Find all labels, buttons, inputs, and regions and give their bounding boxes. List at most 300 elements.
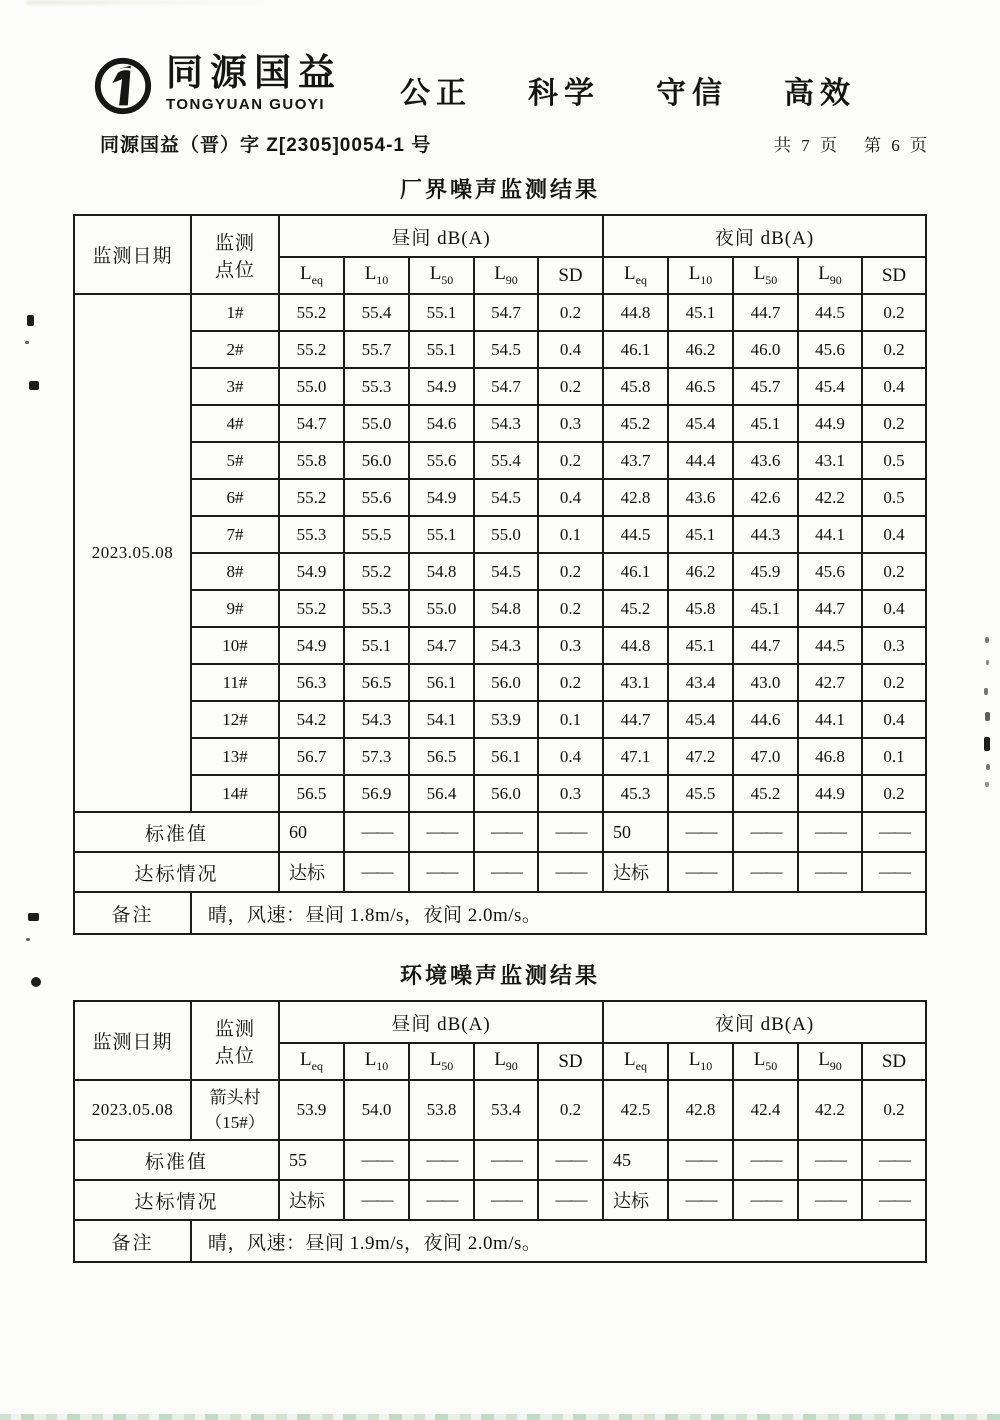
value-cell: 56.9: [344, 775, 409, 812]
value-cell: 0.2: [862, 1080, 926, 1140]
scan-speck: [27, 315, 34, 326]
monitoring-date-cell: 2023.05.08: [74, 1080, 191, 1140]
value-cell: 54.8: [409, 553, 474, 590]
value-cell: 0.2: [862, 664, 926, 701]
monitoring-date-cell: 2023.05.08: [74, 294, 191, 812]
value-cell: 55.4: [474, 442, 538, 479]
value-cell: 47.1: [603, 738, 668, 775]
value-cell: 45.1: [668, 516, 733, 553]
value-cell: 0.3: [538, 405, 603, 442]
value-cell: 56.5: [409, 738, 474, 775]
monitoring-point-cell: 1#: [191, 294, 279, 331]
ambient-noise-table: [73, 1000, 927, 1263]
value-cell: 54.3: [474, 405, 538, 442]
metric-header: $L_{10}$: [344, 257, 409, 294]
brand-row: [0, 0, 1000, 116]
dash-cell: ——: [798, 1180, 862, 1220]
dash-cell: ——: [344, 1180, 409, 1220]
dash-cell: ——: [409, 852, 474, 892]
metric-header: SD: [538, 1043, 603, 1080]
value-cell: 47.0: [733, 738, 798, 775]
value-cell: 45.2: [603, 590, 668, 627]
compliance-row: [74, 852, 926, 892]
scan-speck: [28, 913, 39, 921]
metric-header: $L_{90}$: [798, 1043, 862, 1080]
value-cell: 0.5: [862, 479, 926, 516]
dash-cell: ——: [862, 1140, 926, 1180]
data-row: [74, 738, 926, 775]
value-cell: 0.2: [538, 590, 603, 627]
value-cell: 54.3: [474, 627, 538, 664]
standard-value-row-value: 45: [603, 1140, 668, 1180]
pages-total: 共 7 页: [774, 136, 840, 155]
value-cell: 0.4: [862, 516, 926, 553]
value-cell: 54.8: [474, 590, 538, 627]
value-cell: 0.5: [862, 442, 926, 479]
value-cell: 53.4: [474, 1080, 538, 1140]
value-cell: 45.1: [668, 627, 733, 664]
value-cell: 0.2: [862, 775, 926, 812]
metric-header: $L_{50}$: [409, 257, 474, 294]
metric-header: SD: [862, 1043, 926, 1080]
value-cell: 55.0: [474, 516, 538, 553]
standard-value-row-label: 标准值: [74, 1140, 279, 1180]
value-cell: 44.5: [603, 516, 668, 553]
value-cell: 54.5: [474, 479, 538, 516]
value-cell: 45.1: [668, 294, 733, 331]
standard-value-row-value: 60: [279, 812, 344, 852]
compliance-row-value: 达标: [603, 852, 668, 892]
value-cell: 56.1: [409, 664, 474, 701]
value-cell: 54.9: [409, 479, 474, 516]
dash-cell: ——: [538, 1140, 603, 1180]
dash-cell: ——: [538, 812, 603, 852]
value-cell: 45.6: [798, 331, 862, 368]
value-cell: 0.4: [862, 590, 926, 627]
value-cell: 54.7: [409, 627, 474, 664]
data-row: [74, 368, 926, 405]
compliance-row-label: 达标情况: [74, 1180, 279, 1220]
value-cell: 45.9: [733, 553, 798, 590]
compliance-row: [74, 1180, 926, 1220]
table-header-row: [74, 1001, 926, 1043]
brand-name-en: TONGYUAN GUOYI: [166, 96, 326, 113]
value-cell: 54.7: [474, 294, 538, 331]
value-cell: 0.4: [538, 479, 603, 516]
metric-header: $L_{10}$: [344, 1043, 409, 1080]
value-cell: 45.1: [733, 405, 798, 442]
value-cell: 54.7: [279, 405, 344, 442]
value-cell: 45.8: [603, 368, 668, 405]
point-column-header: 监测 点位: [191, 1001, 279, 1080]
scan-smudge-top: [26, 0, 276, 5]
value-cell: 56.5: [279, 775, 344, 812]
value-cell: 42.5: [603, 1080, 668, 1140]
dash-cell: ——: [668, 1180, 733, 1220]
value-cell: 55.2: [344, 553, 409, 590]
value-cell: 43.7: [603, 442, 668, 479]
scan-speck: [26, 938, 30, 941]
point-column-header: 监测 点位: [191, 215, 279, 294]
value-cell: 54.2: [279, 701, 344, 738]
value-cell: 55.6: [344, 479, 409, 516]
value-cell: 44.5: [798, 294, 862, 331]
dash-cell: ——: [798, 1140, 862, 1180]
metric-header: $L_{50}$: [733, 257, 798, 294]
dash-cell: ——: [862, 1180, 926, 1220]
metric-header: $L_{eq}$: [603, 1043, 668, 1080]
value-cell: 44.7: [798, 590, 862, 627]
data-row: [74, 775, 926, 812]
tongyuan-guoyi-logo-icon: [92, 54, 154, 116]
value-cell: 54.6: [409, 405, 474, 442]
value-cell: 55.7: [344, 331, 409, 368]
value-cell: 44.8: [603, 627, 668, 664]
report-header: [0, 0, 1000, 157]
value-cell: 0.2: [862, 553, 926, 590]
value-cell: 0.1: [862, 738, 926, 775]
scan-speck: [986, 764, 990, 770]
dash-cell: ——: [733, 852, 798, 892]
monitoring-point-cell: 8#: [191, 553, 279, 590]
data-row: [74, 442, 926, 479]
value-cell: 0.3: [862, 627, 926, 664]
standard-value-row-label: 标准值: [74, 812, 279, 852]
metric-header: $L_{10}$: [668, 257, 733, 294]
dash-cell: ——: [474, 1180, 538, 1220]
data-row: [74, 664, 926, 701]
value-cell: 45.6: [798, 553, 862, 590]
value-cell: 44.1: [798, 701, 862, 738]
value-cell: 44.9: [798, 405, 862, 442]
value-cell: 54.3: [344, 701, 409, 738]
dash-cell: ——: [409, 1180, 474, 1220]
value-cell: 0.1: [538, 701, 603, 738]
value-cell: 0.3: [538, 627, 603, 664]
monitoring-point-cell: 14#: [191, 775, 279, 812]
scan-speck: [984, 737, 990, 751]
monitoring-point-cell: 5#: [191, 442, 279, 479]
value-cell: 55.1: [409, 331, 474, 368]
page-indicator: [774, 131, 930, 156]
value-cell: 42.2: [798, 479, 862, 516]
dash-cell: ——: [798, 852, 862, 892]
value-cell: 44.9: [798, 775, 862, 812]
table-header-row: [74, 215, 926, 257]
value-cell: 44.1: [798, 516, 862, 553]
value-cell: 55.1: [344, 627, 409, 664]
value-cell: 56.3: [279, 664, 344, 701]
scan-speck: [986, 660, 989, 665]
value-cell: 43.6: [733, 442, 798, 479]
remark-text: 晴，风速：昼间 1.8m/s，夜间 2.0m/s。: [191, 892, 926, 934]
standard-value-row: [74, 812, 926, 852]
compliance-row-label: 达标情况: [74, 852, 279, 892]
value-cell: 46.2: [668, 331, 733, 368]
value-cell: 0.2: [538, 553, 603, 590]
value-cell: 45.5: [668, 775, 733, 812]
date-column-header: 监测日期: [74, 1001, 191, 1080]
day-group-header: 昼间 dB(A): [279, 215, 603, 257]
value-cell: 56.1: [474, 738, 538, 775]
dash-cell: ——: [538, 852, 603, 892]
value-cell: 55.8: [279, 442, 344, 479]
factory-boundary-noise-table-container: [0, 214, 1000, 935]
value-cell: 43.1: [603, 664, 668, 701]
value-cell: 0.2: [538, 294, 603, 331]
value-cell: 55.3: [344, 590, 409, 627]
value-cell: 55.0: [279, 368, 344, 405]
monitoring-point-cell: 12#: [191, 701, 279, 738]
value-cell: 55.6: [409, 442, 474, 479]
metric-header: SD: [862, 257, 926, 294]
value-cell: 44.6: [733, 701, 798, 738]
metric-header: $L_{90}$: [798, 257, 862, 294]
value-cell: 56.4: [409, 775, 474, 812]
value-cell: 57.3: [344, 738, 409, 775]
value-cell: 44.7: [733, 294, 798, 331]
value-cell: 46.8: [798, 738, 862, 775]
value-cell: 45.8: [668, 590, 733, 627]
value-cell: 44.5: [798, 627, 862, 664]
data-row: [74, 294, 926, 331]
company-slogan: [400, 68, 856, 112]
dash-cell: ——: [733, 1140, 798, 1180]
value-cell: 54.1: [409, 701, 474, 738]
value-cell: 47.2: [668, 738, 733, 775]
dash-cell: ——: [344, 812, 409, 852]
value-cell: 54.0: [344, 1080, 409, 1140]
value-cell: 54.7: [474, 368, 538, 405]
value-cell: 42.2: [798, 1080, 862, 1140]
ambient-noise-table-container: [0, 1000, 1000, 1263]
scan-speck: [29, 381, 39, 390]
brand-name-cn: 同源国益: [166, 52, 342, 93]
dash-cell: ——: [344, 852, 409, 892]
value-cell: 54.5: [474, 553, 538, 590]
value-cell: 0.2: [538, 1080, 603, 1140]
compliance-row-value: 达标: [279, 852, 344, 892]
value-cell: 45.4: [668, 405, 733, 442]
day-group-header: 昼间 dB(A): [279, 1001, 603, 1043]
value-cell: 54.9: [279, 627, 344, 664]
scan-edge-bottom: [0, 1414, 1000, 1420]
value-cell: 45.7: [733, 368, 798, 405]
value-cell: 44.3: [733, 516, 798, 553]
dash-cell: ——: [668, 1140, 733, 1180]
value-cell: 42.4: [733, 1080, 798, 1140]
value-cell: 42.7: [798, 664, 862, 701]
document-number: 同源国益（晋）字 Z[2305]0054-1 号: [100, 135, 432, 156]
value-cell: 45.1: [733, 590, 798, 627]
value-cell: 43.1: [798, 442, 862, 479]
scan-speck: [31, 977, 41, 987]
factory-boundary-noise-table: [73, 214, 927, 935]
value-cell: 0.2: [538, 664, 603, 701]
value-cell: 42.8: [668, 1080, 733, 1140]
data-row: [74, 627, 926, 664]
monitoring-point-cell: 3#: [191, 368, 279, 405]
value-cell: 44.4: [668, 442, 733, 479]
value-cell: 0.4: [538, 331, 603, 368]
value-cell: 42.8: [603, 479, 668, 516]
value-cell: 55.0: [409, 590, 474, 627]
value-cell: 0.2: [862, 405, 926, 442]
metric-header: $L_{eq}$: [603, 257, 668, 294]
standard-value-row-value: 55: [279, 1140, 344, 1180]
metric-header: SD: [538, 257, 603, 294]
value-cell: 46.1: [603, 553, 668, 590]
data-row: [74, 590, 926, 627]
data-row: [74, 1080, 926, 1140]
value-cell: 55.1: [409, 294, 474, 331]
dash-cell: ——: [862, 812, 926, 852]
factory-table-title: 厂界噪声监测结果: [399, 177, 600, 202]
monitoring-point-cell: 10#: [191, 627, 279, 664]
metric-header: $L_{50}$: [733, 1043, 798, 1080]
dash-cell: ——: [798, 812, 862, 852]
standard-value-row-value: 50: [603, 812, 668, 852]
value-cell: 46.0: [733, 331, 798, 368]
metric-header: $L_{eq}$: [279, 257, 344, 294]
dash-cell: ——: [538, 1180, 603, 1220]
dash-cell: ——: [409, 1140, 474, 1180]
dash-cell: ——: [733, 812, 798, 852]
value-cell: 46.5: [668, 368, 733, 405]
data-row: [74, 516, 926, 553]
value-cell: 55.1: [409, 516, 474, 553]
metric-header: $L_{90}$: [474, 1043, 538, 1080]
monitoring-point-cell: 11#: [191, 664, 279, 701]
slogan-word: 科学: [528, 77, 600, 110]
value-cell: 42.6: [733, 479, 798, 516]
monitoring-point-cell: 7#: [191, 516, 279, 553]
data-row: [74, 405, 926, 442]
value-cell: 55.0: [344, 405, 409, 442]
value-cell: 0.2: [862, 331, 926, 368]
value-cell: 55.2: [279, 479, 344, 516]
remark-text: 晴，风速：昼间 1.9m/s，夜间 2.0m/s。: [191, 1220, 926, 1262]
metric-header: $L_{eq}$: [279, 1043, 344, 1080]
document-meta-row: [100, 130, 930, 157]
value-cell: 45.3: [603, 775, 668, 812]
value-cell: 55.3: [344, 368, 409, 405]
value-cell: 45.2: [733, 775, 798, 812]
value-cell: 0.2: [862, 294, 926, 331]
value-cell: 56.5: [344, 664, 409, 701]
remark-label: 备注: [74, 1220, 191, 1262]
dash-cell: ——: [474, 1140, 538, 1180]
value-cell: 53.9: [474, 701, 538, 738]
compliance-row-value: 达标: [279, 1180, 344, 1220]
value-cell: 55.2: [279, 294, 344, 331]
dash-cell: ——: [409, 812, 474, 852]
value-cell: 43.4: [668, 664, 733, 701]
value-cell: 43.6: [668, 479, 733, 516]
value-cell: 55.5: [344, 516, 409, 553]
metric-header: $L_{90}$: [474, 257, 538, 294]
value-cell: 55.2: [279, 590, 344, 627]
value-cell: 56.0: [474, 664, 538, 701]
slogan-word: 高效: [784, 77, 856, 110]
value-cell: 54.9: [279, 553, 344, 590]
dash-cell: ——: [862, 852, 926, 892]
scan-speck: [985, 782, 989, 787]
value-cell: 0.4: [538, 738, 603, 775]
night-group-header: 夜间 dB(A): [603, 1001, 926, 1043]
slogan-word: 守信: [656, 77, 728, 110]
dash-cell: ——: [474, 812, 538, 852]
dash-cell: ——: [668, 812, 733, 852]
monitoring-point-cell: 2#: [191, 331, 279, 368]
scan-speck: [25, 341, 29, 344]
value-cell: 46.2: [668, 553, 733, 590]
value-cell: 54.9: [409, 368, 474, 405]
value-cell: 55.2: [279, 331, 344, 368]
remark-row: [74, 892, 926, 934]
monitoring-point-cell: 6#: [191, 479, 279, 516]
value-cell: 45.4: [668, 701, 733, 738]
value-cell: 55.4: [344, 294, 409, 331]
page-current: 第 6 页: [864, 136, 930, 155]
metric-header: $L_{50}$: [409, 1043, 474, 1080]
value-cell: 53.8: [409, 1080, 474, 1140]
remark-row: [74, 1220, 926, 1262]
value-cell: 44.7: [733, 627, 798, 664]
value-cell: 0.3: [538, 775, 603, 812]
dash-cell: ——: [344, 1140, 409, 1180]
scan-speck: [985, 712, 990, 721]
data-row: [74, 553, 926, 590]
data-row: [74, 479, 926, 516]
monitoring-point-cell: 箭头村 （15#）: [191, 1080, 279, 1140]
dash-cell: ——: [668, 852, 733, 892]
value-cell: 54.5: [474, 331, 538, 368]
metric-header: $L_{10}$: [668, 1043, 733, 1080]
monitoring-point-cell: 13#: [191, 738, 279, 775]
value-cell: 45.4: [798, 368, 862, 405]
value-cell: 56.0: [474, 775, 538, 812]
value-cell: 0.2: [538, 442, 603, 479]
date-column-header: 监测日期: [74, 215, 191, 294]
dash-cell: ——: [733, 1180, 798, 1220]
value-cell: 0.2: [538, 368, 603, 405]
value-cell: 0.4: [862, 701, 926, 738]
value-cell: 56.7: [279, 738, 344, 775]
value-cell: 53.9: [279, 1080, 344, 1140]
standard-value-row: [74, 1140, 926, 1180]
dash-cell: ——: [474, 852, 538, 892]
data-row: [74, 331, 926, 368]
compliance-row-value: 达标: [603, 1180, 668, 1220]
value-cell: 0.4: [862, 368, 926, 405]
monitoring-point-cell: 9#: [191, 590, 279, 627]
value-cell: 46.1: [603, 331, 668, 368]
monitoring-point-cell: 4#: [191, 405, 279, 442]
remark-label: 备注: [74, 892, 191, 934]
scan-speck: [984, 688, 988, 695]
value-cell: 55.3: [279, 516, 344, 553]
value-cell: 0.1: [538, 516, 603, 553]
value-cell: 44.7: [603, 701, 668, 738]
value-cell: 43.0: [733, 664, 798, 701]
value-cell: 45.2: [603, 405, 668, 442]
value-cell: 56.0: [344, 442, 409, 479]
ambient-table-title: 环境噪声监测结果: [399, 963, 600, 988]
slogan-word: 公正: [400, 77, 472, 110]
value-cell: 44.8: [603, 294, 668, 331]
scan-speck: [985, 637, 989, 643]
